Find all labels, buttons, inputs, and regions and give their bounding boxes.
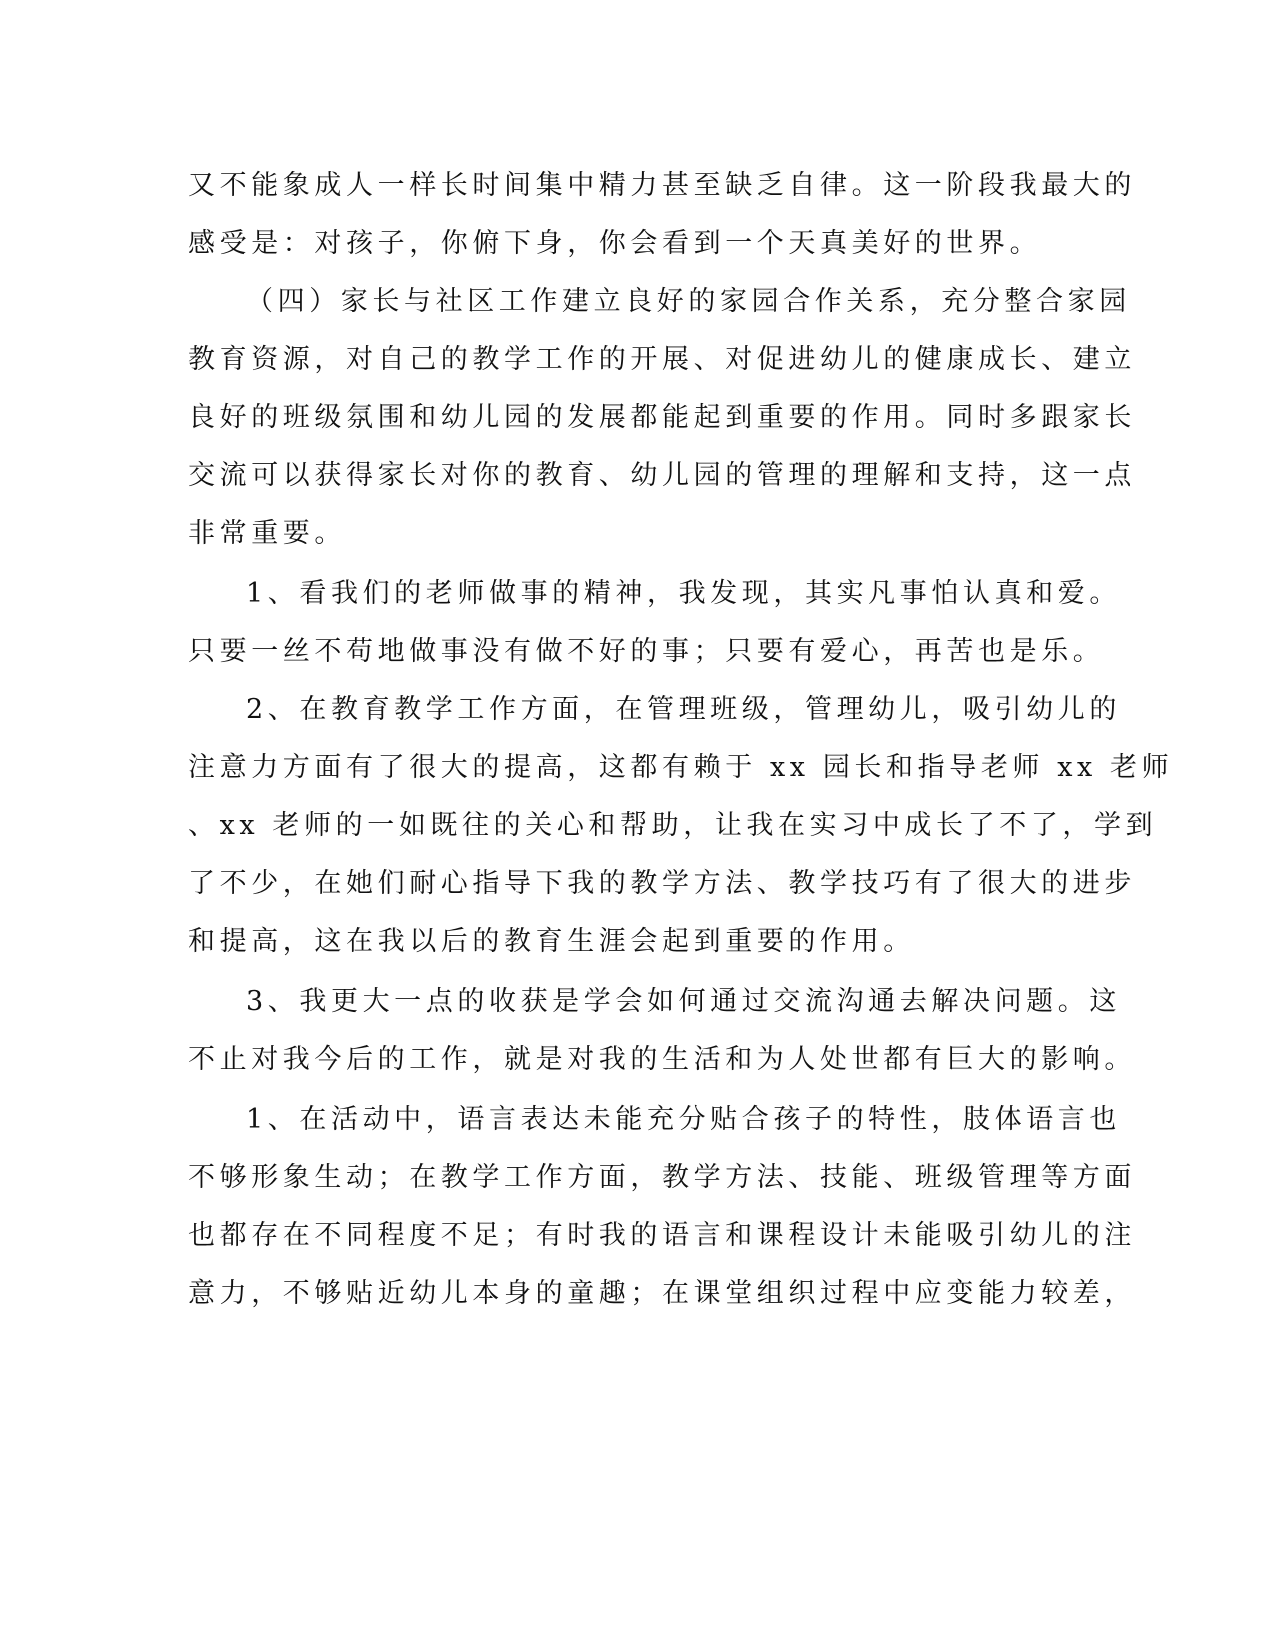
text-line: 非常重要。 [188,518,346,549]
list-item-1b: 1、在活动中，语言表达未能充分贴合孩子的特性，肢体语言也 [246,1104,1121,1135]
text-line: 不止对我今后的工作，就是对我的生活和为人处世都有巨大的影响。 [188,1044,1136,1075]
text-line: 交流可以获得家长对你的教育、幼儿园的管理的理解和支持，这一点 [188,460,1136,491]
text-line: 不够形象生动；在教学工作方面，教学方法、技能、班级管理等方面 [188,1162,1136,1193]
list-item-2: 2、在教育教学工作方面，在管理班级，管理幼儿，吸引幼儿的 [246,694,1121,725]
text-line: 、xx 老师的一如既往的关心和帮助，让我在实习中成长了不了，学到 [188,810,1158,841]
list-item-1: 1、看我们的老师做事的精神，我发现，其实凡事怕认真和爱。 [246,578,1121,609]
text-line: 感受是：对孩子，你俯下身，你会看到一个天真美好的世界。 [188,228,1042,259]
text-line: 又不能象成人一样长时间集中精力甚至缺乏自律。这一阶段我最大的 [188,170,1136,201]
text-line: 和提高，这在我以后的教育生涯会起到重要的作用。 [188,926,915,957]
list-item-3: 3、我更大一点的收获是学会如何通过交流沟通去解决问题。这 [246,986,1121,1017]
text-line: 意力，不够贴近幼儿本身的童趣；在课堂组织过程中应变能力较差， [188,1278,1136,1309]
text-line: 教育资源，对自己的教学工作的开展、对促进幼儿的健康成长、建立 [188,344,1136,375]
text-line: 良好的班级氛围和幼儿园的发展都能起到重要的作用。同时多跟家长 [188,402,1136,433]
text-line: 也都存在不同程度不足；有时我的语言和课程设计未能吸引幼儿的注 [188,1220,1136,1251]
text-line: 注意力方面有了很大的提高，这都有赖于 xx 园长和指导老师 xx 老师 [188,752,1174,783]
text-line: 了不少，在她们耐心指导下我的教学方法、教学技巧有了很大的进步 [188,868,1136,899]
text-line: 只要一丝不苟地做事没有做不好的事；只要有爱心，再苦也是乐。 [188,636,1105,667]
paragraph-heading: （四）家长与社区工作建立良好的家园合作关系，充分整合家园 [246,286,1131,317]
